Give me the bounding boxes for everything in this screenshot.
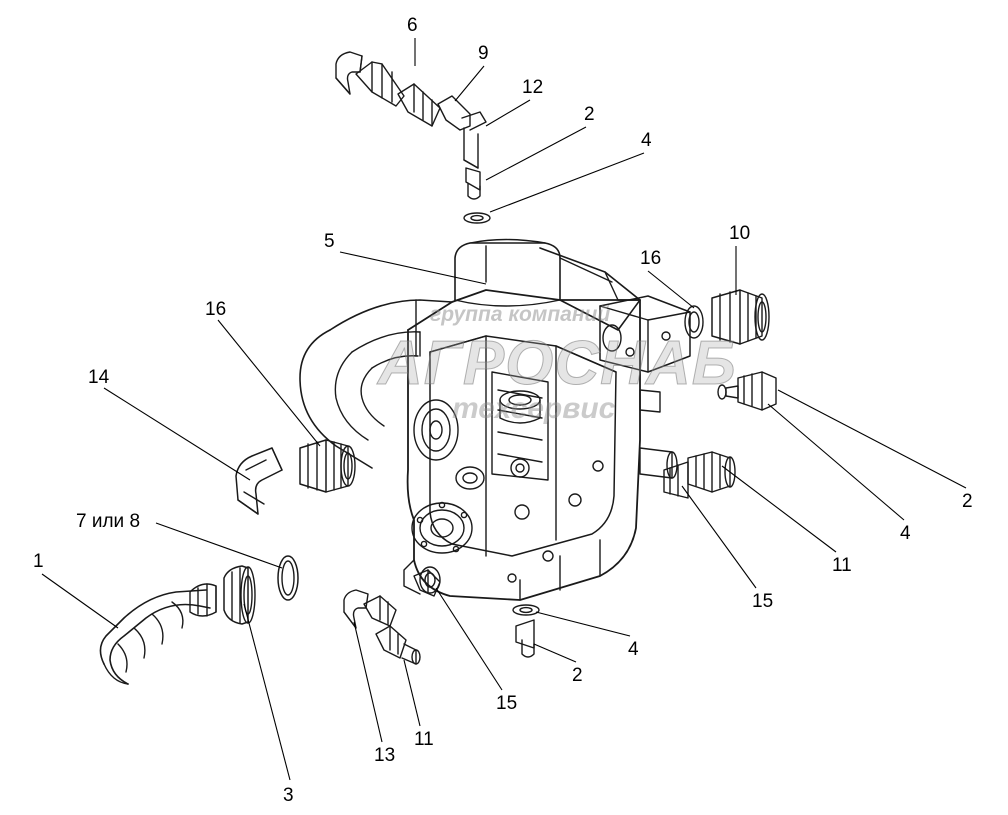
leader-7-8 xyxy=(156,523,282,568)
watermark-top-text: группа компаний xyxy=(430,303,611,326)
leader-16-left xyxy=(218,320,320,446)
callout-label-2-top: 2 xyxy=(584,104,595,125)
callout-label-15-bottom: 15 xyxy=(496,693,518,714)
callout-label-12: 12 xyxy=(522,77,544,98)
callout-label-2-bottom: 2 xyxy=(572,665,583,686)
leader-14 xyxy=(104,388,250,480)
leader-5 xyxy=(340,252,486,284)
leader-12 xyxy=(486,100,530,126)
leader-11-right xyxy=(722,466,836,552)
leader-13 xyxy=(354,622,382,742)
leader-15-right xyxy=(682,486,756,588)
callout-label-9: 9 xyxy=(478,43,489,64)
leader-1 xyxy=(42,574,118,628)
leader-9 xyxy=(455,66,484,101)
leader-2-right xyxy=(778,390,966,488)
callout-label-6: 6 xyxy=(407,15,418,36)
callout-label-11-right: 11 xyxy=(832,555,852,576)
callout-label-13: 13 xyxy=(374,745,396,766)
leader-16-right xyxy=(648,271,694,308)
callout-label-1: 1 xyxy=(33,551,44,572)
callout-label-15-right: 15 xyxy=(752,591,774,612)
callout-label-10: 10 xyxy=(729,223,751,244)
callout-label-5: 5 xyxy=(324,231,335,252)
leader-3 xyxy=(244,604,290,780)
callout-label-16-left: 16 xyxy=(205,299,227,320)
callout-label-4-top: 4 xyxy=(641,130,652,151)
leader-4-right xyxy=(768,404,904,520)
leader-2-bottom xyxy=(534,644,576,662)
callout-label-4-right: 4 xyxy=(900,523,911,544)
watermark-sub-text: техсервис xyxy=(452,392,616,425)
callout-label-14: 14 xyxy=(88,367,110,388)
leader-15-bottom xyxy=(436,588,502,690)
callout-label-2-right: 2 xyxy=(962,491,973,512)
callout-label-4-bottom: 4 xyxy=(628,639,639,660)
leader-2-top xyxy=(486,127,586,180)
watermark-main-text: АГРОСНАБ xyxy=(378,329,737,398)
leader-4-bottom xyxy=(536,612,630,636)
leader-4-top xyxy=(490,153,644,212)
callout-label-7-or-8: 7 или 8 xyxy=(76,511,141,532)
callout-label-16-right: 16 xyxy=(640,248,662,269)
callout-label-11-bottom: 11 xyxy=(414,729,434,750)
leader-11-bottom xyxy=(404,660,420,726)
callout-label-3: 3 xyxy=(283,785,294,806)
